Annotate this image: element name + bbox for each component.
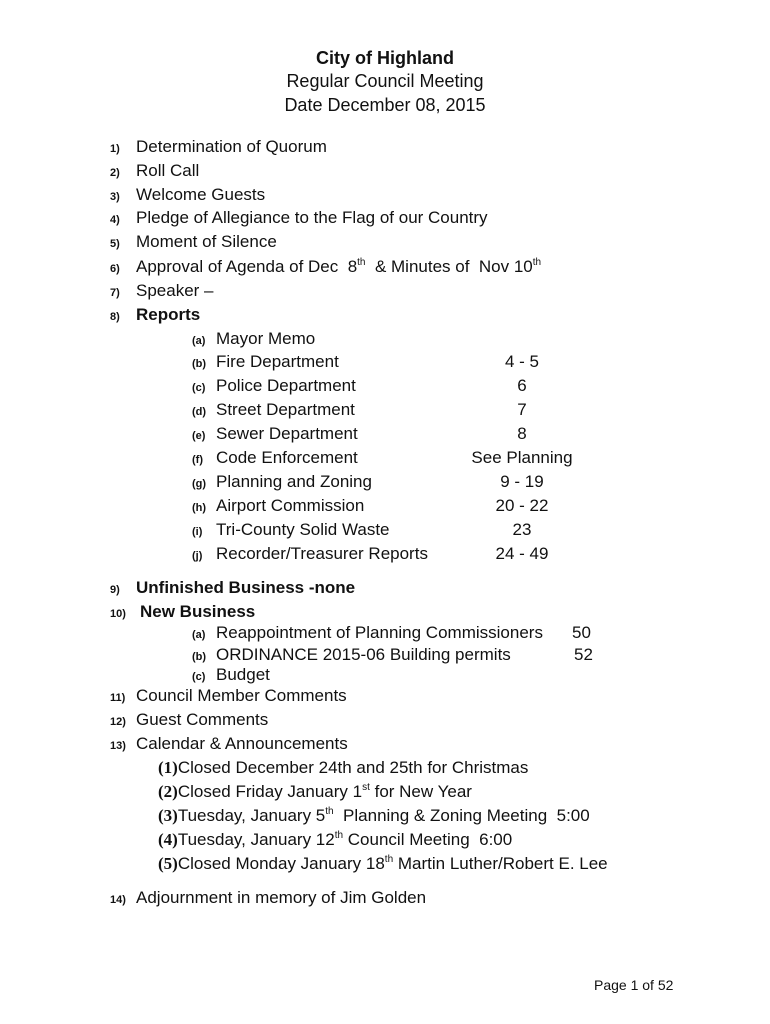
report-pages: 7 bbox=[517, 400, 527, 419]
report-pages: 24 - 49 bbox=[495, 544, 549, 563]
calendar-item: (3)Tuesday, January 5th Planning & Zoning Meeting 5:00 bbox=[158, 806, 590, 825]
agenda-item-11: 11) Council Member Comments bbox=[110, 686, 347, 705]
report-item: (i) Tri-County Solid Waste bbox=[192, 520, 390, 539]
report-pages: 9 - 19 bbox=[500, 472, 544, 491]
agenda-item-10: 10) New Business bbox=[110, 602, 256, 621]
report-pages: 8 bbox=[517, 424, 527, 443]
agenda-item-9: 9) Unfinished Business -none bbox=[110, 578, 356, 597]
new-business-item: (b) ORDINANCE 2015-06 Building permits bbox=[192, 645, 511, 664]
agenda-item-6: 6) Approval of Agenda of Dec 8th & Minutes of Nov 10th bbox=[110, 257, 542, 276]
agenda-item-7: 7) Speaker – bbox=[110, 281, 214, 300]
report-item: (j) Recorder/Treasurer Reports bbox=[192, 544, 428, 563]
calendar-item: (2)Closed Friday January 1st for New Year bbox=[158, 782, 472, 801]
report-item: (b) Fire Department bbox=[192, 352, 339, 371]
report-item: (a) Mayor Memo bbox=[192, 329, 316, 348]
agenda-item-14: 14) Adjournment in memory of Jim Golden bbox=[110, 888, 427, 907]
report-item: (f) Code Enforcement bbox=[192, 448, 358, 467]
report-pages: 4 - 5 bbox=[504, 352, 540, 371]
report-pages: 23 bbox=[512, 520, 532, 539]
agenda-item-2: 2) Roll Call bbox=[110, 161, 200, 180]
new-business-pages: 52 bbox=[574, 645, 593, 664]
report-pages: See Planning bbox=[471, 448, 573, 467]
calendar-item: (1)Closed December 24th and 25th for Christmas bbox=[158, 758, 529, 777]
agenda-item-4: 4) Pledge of Allegiance to the Flag of our Country bbox=[110, 208, 488, 227]
report-item: (h) Airport Commission bbox=[192, 496, 365, 515]
new-business-item: (a) Reappointment of Planning Commissioners bbox=[192, 623, 543, 642]
document-title: City of Highland bbox=[316, 48, 454, 68]
document-subtitle: Regular Council Meeting bbox=[286, 71, 484, 91]
report-item: (e) Sewer Department bbox=[192, 424, 358, 443]
report-item: (g) Planning and Zoning bbox=[192, 472, 372, 491]
agenda-item-8: 8) Reports bbox=[110, 305, 201, 324]
agenda-item-1: 1) Determination of Quorum bbox=[110, 137, 327, 156]
agenda-item-13: 13) Calendar & Announcements bbox=[110, 734, 348, 753]
report-pages: 6 bbox=[517, 376, 527, 395]
page-number: Page 1 of 52 bbox=[594, 977, 674, 993]
agenda-item-5: 5) Moment of Silence bbox=[110, 232, 277, 251]
report-item: (d) Street Department bbox=[192, 400, 355, 419]
document-date: Date December 08, 2015 bbox=[284, 95, 486, 115]
agenda-item-3: 3) Welcome Guests bbox=[110, 185, 266, 204]
report-item: (c) Police Department bbox=[192, 376, 356, 395]
calendar-item: (4)Tuesday, January 12th Council Meeting 6:00 bbox=[158, 830, 513, 849]
new-business-pages: 50 bbox=[572, 623, 591, 642]
calendar-item: (5)Closed Monday January 18th Martin Luther/Robert E. Lee bbox=[158, 854, 608, 873]
report-pages: 20 - 22 bbox=[495, 496, 549, 515]
agenda-item-12: 12) Guest Comments bbox=[110, 710, 269, 729]
new-business-item: (c) Budget bbox=[192, 665, 270, 684]
